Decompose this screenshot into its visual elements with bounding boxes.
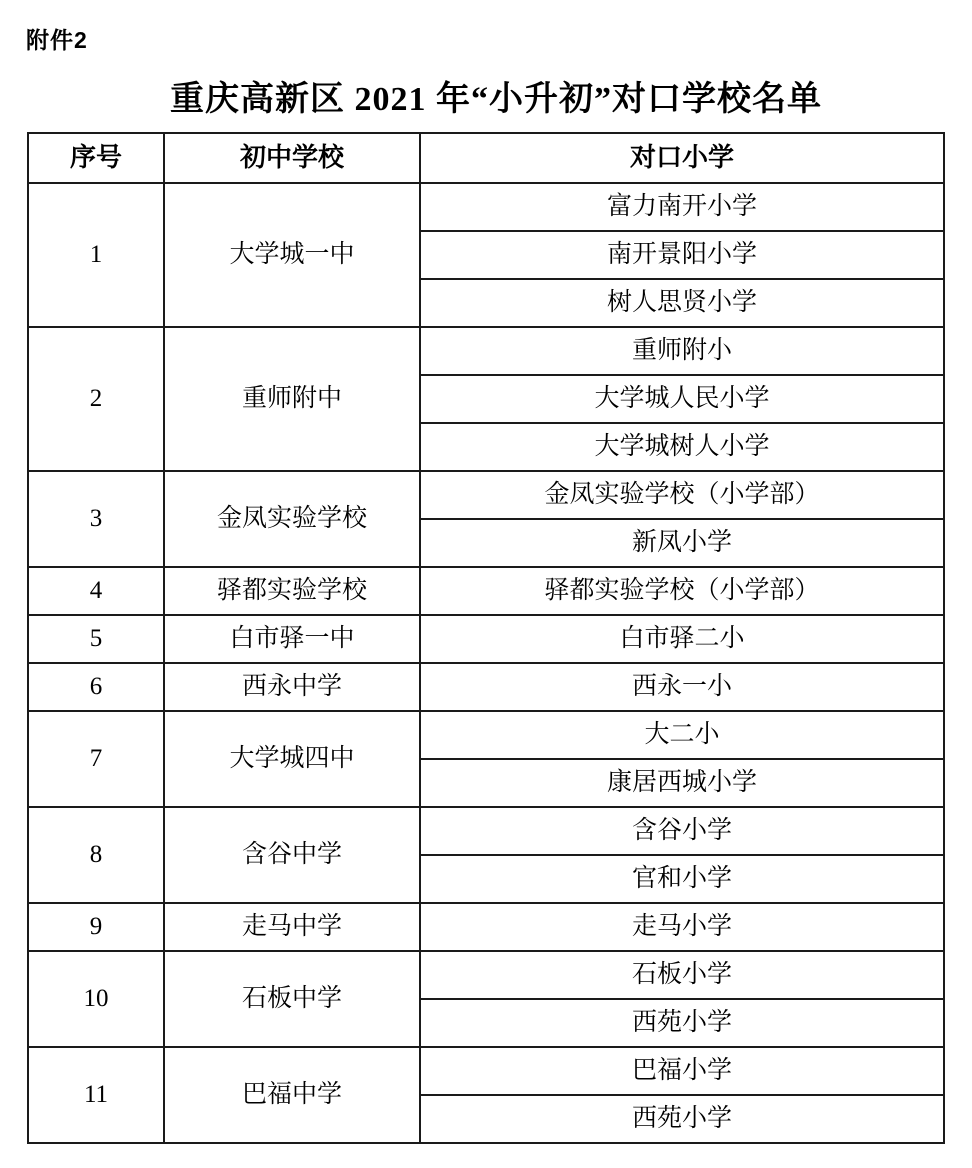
cell-middle-school: 大学城四中 <box>164 711 420 807</box>
table-header <box>28 133 944 183</box>
cell-primary-school: 富力南开小学 <box>420 183 944 231</box>
cell-no: 11 <box>28 1047 164 1143</box>
cell-no: 10 <box>28 951 164 1047</box>
school-assignment-table <box>27 132 945 1144</box>
cell-no: 4 <box>28 567 164 615</box>
cell-no: 1 <box>28 183 164 327</box>
cell-primary-school: 重师附小 <box>420 327 944 375</box>
table-row <box>28 183 944 231</box>
table-row <box>28 807 944 855</box>
cell-middle-school: 重师附中 <box>164 327 420 471</box>
cell-no: 3 <box>28 471 164 567</box>
cell-no: 7 <box>28 711 164 807</box>
cell-primary-school: 走马小学 <box>420 903 944 951</box>
cell-no: 8 <box>28 807 164 903</box>
cell-middle-school: 走马中学 <box>164 903 420 951</box>
cell-primary-school: 大学城树人小学 <box>420 423 944 471</box>
attachment-label: 附件2 <box>26 27 88 53</box>
cell-primary-school: 石板小学 <box>420 951 944 999</box>
cell-no: 9 <box>28 903 164 951</box>
cell-primary-school: 含谷小学 <box>420 807 944 855</box>
table-row <box>28 903 944 951</box>
page-title: 重庆高新区 2021 年“小升初”对口学校名单 <box>170 81 822 118</box>
cell-primary-school: 大学城人民小学 <box>420 375 944 423</box>
cell-middle-school: 含谷中学 <box>164 807 420 903</box>
cell-no: 5 <box>28 615 164 663</box>
table-row <box>28 951 944 999</box>
column-header-no: 序号 <box>28 133 164 183</box>
cell-middle-school: 西永中学 <box>164 663 420 711</box>
cell-middle-school: 石板中学 <box>164 951 420 1047</box>
column-header-middle-school: 初中学校 <box>164 133 420 183</box>
cell-no: 2 <box>28 327 164 471</box>
cell-primary-school: 白市驿二小 <box>420 615 944 663</box>
cell-primary-school: 新凤小学 <box>420 519 944 567</box>
cell-primary-school: 大二小 <box>420 711 944 759</box>
cell-primary-school: 南开景阳小学 <box>420 231 944 279</box>
table-body <box>28 183 944 1143</box>
table-row <box>28 1047 944 1095</box>
cell-primary-school: 官和小学 <box>420 855 944 903</box>
cell-middle-school: 驿都实验学校 <box>164 567 420 615</box>
table-row <box>28 615 944 663</box>
cell-primary-school: 西苑小学 <box>420 999 944 1047</box>
cell-primary-school: 西永一小 <box>420 663 944 711</box>
cell-no: 6 <box>28 663 164 711</box>
cell-primary-school: 树人思贤小学 <box>420 279 944 327</box>
cell-primary-school: 康居西城小学 <box>420 759 944 807</box>
cell-middle-school: 金凤实验学校 <box>164 471 420 567</box>
cell-middle-school: 大学城一中 <box>164 183 420 327</box>
cell-middle-school: 巴福中学 <box>164 1047 420 1143</box>
table-row <box>28 567 944 615</box>
table-row <box>28 663 944 711</box>
cell-primary-school: 驿都实验学校（小学部） <box>420 567 944 615</box>
table-row <box>28 471 944 519</box>
cell-primary-school: 金凤实验学校（小学部） <box>420 471 944 519</box>
document-page <box>0 22 972 1168</box>
table-row <box>28 711 944 759</box>
cell-primary-school: 巴福小学 <box>420 1047 944 1095</box>
table-row <box>28 327 944 375</box>
column-header-primary-school: 对口小学 <box>420 133 944 183</box>
cell-middle-school: 白市驿一中 <box>164 615 420 663</box>
cell-primary-school: 西苑小学 <box>420 1095 944 1143</box>
table-header-row <box>28 133 944 183</box>
